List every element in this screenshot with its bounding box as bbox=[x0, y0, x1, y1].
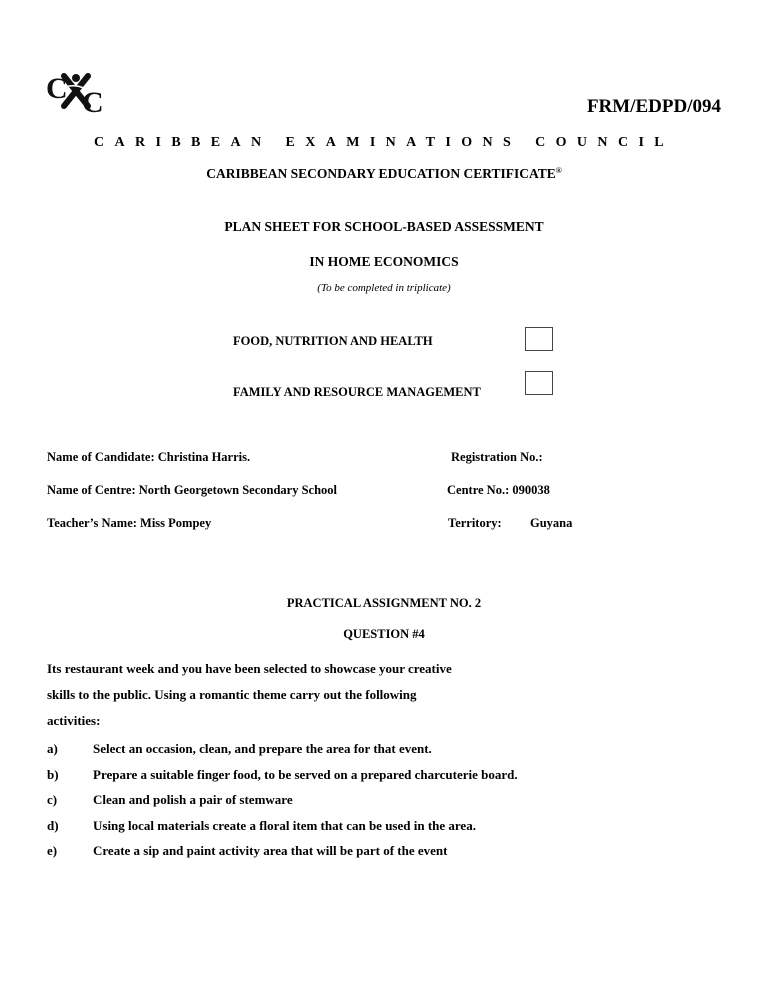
task-item bbox=[47, 767, 518, 793]
intro-line: activities: bbox=[47, 713, 101, 728]
task-marker: d) bbox=[47, 817, 59, 833]
assignment-intro bbox=[47, 656, 567, 734]
intro-line: Its restaurant week and you have been selected to showcase your creative bbox=[47, 661, 452, 676]
centre-number: Centre No.: 090038 bbox=[447, 483, 550, 497]
registration-number-label: Registration No.: bbox=[451, 450, 543, 464]
certificate-text: CARIBBEAN SECONDARY EDUCATION CERTIFICATE bbox=[206, 166, 556, 181]
registered-mark: ® bbox=[555, 166, 562, 175]
question-number: QUESTION #4 bbox=[343, 627, 425, 641]
territory-label: Territory: bbox=[448, 516, 502, 530]
centre-name: Name of Centre: North Georgetown Secondary School bbox=[47, 483, 337, 497]
task-marker: e) bbox=[47, 843, 58, 858]
triplicate-note: (To be completed in triplicate) bbox=[317, 282, 451, 294]
task-text: Select an occasion, clean, and prepare the area for that event. bbox=[93, 741, 432, 756]
certificate-title bbox=[0, 166, 768, 182]
svg-text:C: C bbox=[82, 86, 104, 114]
svg-text:C: C bbox=[46, 72, 68, 105]
task-item bbox=[47, 741, 518, 767]
form-code: FRM/EDPD/094 bbox=[586, 96, 721, 117]
task-marker: c) bbox=[47, 792, 58, 807]
cxc-logo bbox=[44, 68, 110, 114]
council-name: CARIBBEAN EXAMINATIONS COUNCIL bbox=[93, 135, 675, 150]
teacher-name: Teacher’s Name: Miss Pompey bbox=[47, 516, 212, 530]
task-text: Prepare a suitable finger food, to be served on a prepared charcuterie board. bbox=[93, 766, 518, 782]
task-text: Clean and polish a pair of stemware bbox=[93, 792, 293, 807]
task-item bbox=[47, 792, 518, 818]
candidate-name: Name of Candidate: Christina Harris. bbox=[47, 450, 251, 464]
task-item bbox=[47, 843, 518, 869]
checkbox-food-nutrition[interactable] bbox=[525, 327, 553, 351]
task-list bbox=[47, 741, 518, 869]
plan-sheet-title: PLAN SHEET FOR SCHOOL-BASED ASSESSMENT bbox=[224, 219, 544, 234]
checkbox-family-resource[interactable] bbox=[525, 371, 553, 395]
task-marker: a) bbox=[47, 741, 58, 756]
task-text: Using local materials create a floral item that can be used in the area. bbox=[93, 817, 476, 833]
task-text: Create a sip and paint activity area that will be part of the event bbox=[93, 843, 448, 858]
subject-line: IN HOME ECONOMICS bbox=[309, 254, 459, 269]
task-item bbox=[47, 818, 518, 844]
option-label-family-resource: FAMILY AND RESOURCE MANAGEMENT bbox=[233, 385, 481, 399]
assignment-title: PRACTICAL ASSIGNMENT NO. 2 bbox=[286, 596, 482, 610]
territory-value: Guyana bbox=[530, 516, 573, 530]
option-label-food-nutrition: FOOD, NUTRITION AND HEALTH bbox=[233, 334, 433, 348]
task-marker: b) bbox=[47, 766, 59, 782]
intro-line: skills to the public. Using a romantic theme carry out the following bbox=[47, 687, 417, 702]
